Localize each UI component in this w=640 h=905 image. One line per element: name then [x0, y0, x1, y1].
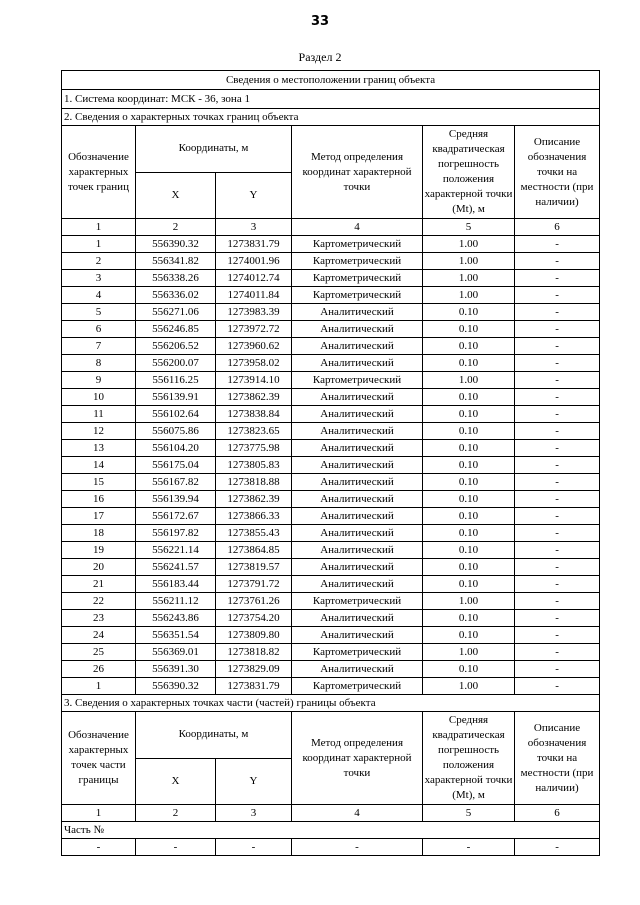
error: 0.10 [423, 355, 515, 372]
table-row [62, 270, 600, 287]
coord-x: 556243.86 [136, 610, 216, 627]
table-row [62, 253, 600, 270]
table-cell: - [292, 839, 423, 856]
description: - [515, 644, 600, 661]
description: - [515, 457, 600, 474]
s3-col-method: Метод определения координат характерной точки [292, 712, 423, 805]
coord-x: 556369.01 [136, 644, 216, 661]
error: 1.00 [423, 372, 515, 389]
coord-x: 556206.52 [136, 338, 216, 355]
table-row [62, 508, 600, 525]
coord-x: 556241.57 [136, 559, 216, 576]
s2-col-error: Средняя квадратическая погрешность положения характерной точки (Mt), м [423, 126, 515, 219]
page-number: 33 [310, 14, 330, 29]
method: Картометрический [292, 644, 423, 661]
point-id: 25 [62, 644, 136, 661]
s2-title-row [62, 109, 600, 126]
coord-y: 1274001.96 [216, 253, 292, 270]
coord-y: 1273862.39 [216, 491, 292, 508]
point-id: 23 [62, 610, 136, 627]
table-row [62, 661, 600, 678]
s3-header-row [62, 712, 600, 759]
error: 0.10 [423, 440, 515, 457]
coord-x: 556338.26 [136, 270, 216, 287]
coord-x: 556139.94 [136, 491, 216, 508]
coord-y: 1273761.26 [216, 593, 292, 610]
coord-y: 1273818.82 [216, 644, 292, 661]
error: 0.10 [423, 661, 515, 678]
point-id: 17 [62, 508, 136, 525]
coord-x: 556246.85 [136, 321, 216, 338]
point-id: 24 [62, 627, 136, 644]
error: 1.00 [423, 644, 515, 661]
description: - [515, 338, 600, 355]
description: - [515, 593, 600, 610]
s2-col-method: Метод определения координат характерной точки [292, 126, 423, 219]
method: Картометрический [292, 287, 423, 304]
table-cell: - [216, 839, 292, 856]
description: - [515, 372, 600, 389]
error: 1.00 [423, 287, 515, 304]
method: Аналитический [292, 338, 423, 355]
coord-y: 1273914.10 [216, 372, 292, 389]
method: Аналитический [292, 559, 423, 576]
table-row [62, 389, 600, 406]
s3-col-coords: Координаты, м [136, 712, 292, 759]
coord-x: 556351.54 [136, 627, 216, 644]
s3-part-row [62, 822, 600, 839]
error: 0.10 [423, 525, 515, 542]
table-cell: - [515, 839, 600, 856]
point-id: 5 [62, 304, 136, 321]
table-row [62, 457, 600, 474]
method: Аналитический [292, 525, 423, 542]
point-id: 19 [62, 542, 136, 559]
coord-y: 1274011.84 [216, 287, 292, 304]
s3-col-desc: Описание обозначения точки на местности (при наличии) [515, 712, 600, 805]
method: Аналитический [292, 491, 423, 508]
method: Аналитический [292, 474, 423, 491]
s3-col-x: X [136, 758, 216, 805]
description: - [515, 270, 600, 287]
method: Аналитический [292, 440, 423, 457]
coord-y: 1273775.98 [216, 440, 292, 457]
coord-system-row [62, 90, 600, 109]
coord-y: 1273805.83 [216, 457, 292, 474]
description: - [515, 440, 600, 457]
description: - [515, 661, 600, 678]
error: 1.00 [423, 236, 515, 253]
coord-y: 1273823.65 [216, 423, 292, 440]
coord-y: 1273972.72 [216, 321, 292, 338]
col-number: 2 [136, 219, 216, 236]
section-title: Раздел 2 [298, 50, 342, 64]
error: 0.10 [423, 423, 515, 440]
error: 0.10 [423, 406, 515, 423]
table-row [62, 440, 600, 457]
error: 0.10 [423, 338, 515, 355]
table-row [62, 423, 600, 440]
coord-y: 1273818.88 [216, 474, 292, 491]
col-number: 3 [216, 805, 292, 822]
coord-y: 1273960.62 [216, 338, 292, 355]
error: 1.00 [423, 253, 515, 270]
method: Картометрический [292, 372, 423, 389]
method: Картометрический [292, 236, 423, 253]
point-id: 26 [62, 661, 136, 678]
table-row [62, 287, 600, 304]
error: 0.10 [423, 627, 515, 644]
point-id: 9 [62, 372, 136, 389]
error: 0.10 [423, 542, 515, 559]
description: - [515, 627, 600, 644]
coord-x: 556391.30 [136, 661, 216, 678]
coord-y: 1273838.84 [216, 406, 292, 423]
point-id: 18 [62, 525, 136, 542]
point-id: 4 [62, 287, 136, 304]
error: 0.10 [423, 576, 515, 593]
table-title: Сведения о местоположении границ объекта [62, 71, 600, 90]
table-row [62, 525, 600, 542]
col-number: 5 [423, 219, 515, 236]
table-row [62, 474, 600, 491]
coord-x: 556075.86 [136, 423, 216, 440]
description: - [515, 253, 600, 270]
table-cell: - [136, 839, 216, 856]
description: - [515, 576, 600, 593]
method: Картометрический [292, 253, 423, 270]
col-number: 4 [292, 219, 423, 236]
col-number: 1 [62, 805, 136, 822]
description: - [515, 287, 600, 304]
coord-x: 556336.02 [136, 287, 216, 304]
description: - [515, 389, 600, 406]
coord-x: 556175.04 [136, 457, 216, 474]
error: 0.10 [423, 304, 515, 321]
coord-x: 556172.67 [136, 508, 216, 525]
method: Картометрический [292, 593, 423, 610]
point-id: 15 [62, 474, 136, 491]
point-id: 3 [62, 270, 136, 287]
error: 1.00 [423, 270, 515, 287]
description: - [515, 406, 600, 423]
point-id: 22 [62, 593, 136, 610]
point-id: 2 [62, 253, 136, 270]
error: 0.10 [423, 457, 515, 474]
method: Аналитический [292, 576, 423, 593]
table-row [62, 372, 600, 389]
description: - [515, 321, 600, 338]
s2-title: 2. Сведения о характерных точках границ объекта [62, 109, 600, 126]
table-row [62, 542, 600, 559]
method: Аналитический [292, 508, 423, 525]
s3-col-error: Средняя квадратическая погрешность положения характерной точки (Mt), м [423, 712, 515, 805]
col-number: 5 [423, 805, 515, 822]
method: Картометрический [292, 678, 423, 695]
col-number: 6 [515, 219, 600, 236]
table-row [62, 627, 600, 644]
table-row [62, 644, 600, 661]
coord-x: 556104.20 [136, 440, 216, 457]
table-row [62, 559, 600, 576]
point-id: 14 [62, 457, 136, 474]
error: 0.10 [423, 559, 515, 576]
coord-y: 1273855.43 [216, 525, 292, 542]
coord-x: 556341.82 [136, 253, 216, 270]
s2-col-coords: Координаты, м [136, 126, 292, 173]
coord-system: 1. Система координат: МСК - 36, зона 1 [62, 90, 600, 109]
coord-y: 1273831.79 [216, 236, 292, 253]
col-number: 4 [292, 805, 423, 822]
table-row [62, 338, 600, 355]
coord-y: 1273958.02 [216, 355, 292, 372]
col-number: 6 [515, 805, 600, 822]
point-id: 10 [62, 389, 136, 406]
s3-title: 3. Сведения о характерных точках части (частей) границы объекта [62, 695, 600, 712]
method: Аналитический [292, 406, 423, 423]
method: Аналитический [292, 542, 423, 559]
table-row [62, 321, 600, 338]
point-id: 12 [62, 423, 136, 440]
coord-y: 1274012.74 [216, 270, 292, 287]
s2-number-row [62, 219, 600, 236]
part-label: Часть № [62, 822, 600, 839]
coord-y: 1273791.72 [216, 576, 292, 593]
point-id: 8 [62, 355, 136, 372]
col-number: 3 [216, 219, 292, 236]
coord-x: 556102.64 [136, 406, 216, 423]
description: - [515, 355, 600, 372]
description: - [515, 474, 600, 491]
table-cell: - [62, 839, 136, 856]
method: Аналитический [292, 661, 423, 678]
boundary-table [61, 70, 600, 856]
table-row [62, 593, 600, 610]
description: - [515, 304, 600, 321]
method: Аналитический [292, 627, 423, 644]
coord-x: 556197.82 [136, 525, 216, 542]
coord-x: 556211.12 [136, 593, 216, 610]
coord-y: 1273864.85 [216, 542, 292, 559]
table-cell: - [423, 839, 515, 856]
method: Аналитический [292, 321, 423, 338]
method: Картометрический [292, 270, 423, 287]
description: - [515, 525, 600, 542]
description: - [515, 678, 600, 695]
table-row [62, 610, 600, 627]
point-id: 1 [62, 236, 136, 253]
point-id: 20 [62, 559, 136, 576]
method: Аналитический [292, 355, 423, 372]
description: - [515, 610, 600, 627]
coord-x: 556116.25 [136, 372, 216, 389]
s2-col-name: Обозначение характерных точек границ [62, 126, 136, 219]
table-row [62, 236, 600, 253]
coord-y: 1273809.80 [216, 627, 292, 644]
s3-col-y: Y [216, 758, 292, 805]
coord-y: 1273754.20 [216, 610, 292, 627]
coord-y: 1273829.09 [216, 661, 292, 678]
coord-y: 1273862.39 [216, 389, 292, 406]
s3-empty-row [62, 839, 600, 856]
s3-title-row [62, 695, 600, 712]
point-id: 6 [62, 321, 136, 338]
method: Аналитический [292, 423, 423, 440]
table-row [62, 355, 600, 372]
table-row [62, 678, 600, 695]
point-id: 11 [62, 406, 136, 423]
col-number: 2 [136, 805, 216, 822]
coord-y: 1273983.39 [216, 304, 292, 321]
table-row [62, 406, 600, 423]
s2-col-x: X [136, 172, 216, 219]
coord-y: 1273819.57 [216, 559, 292, 576]
coord-x: 556271.06 [136, 304, 216, 321]
point-id: 1 [62, 678, 136, 695]
coord-y: 1273831.79 [216, 678, 292, 695]
s2-col-y: Y [216, 172, 292, 219]
coord-x: 556390.32 [136, 236, 216, 253]
s2-header-row [62, 126, 600, 173]
description: - [515, 542, 600, 559]
error: 1.00 [423, 678, 515, 695]
coord-x: 556390.32 [136, 678, 216, 695]
point-id: 16 [62, 491, 136, 508]
error: 0.10 [423, 474, 515, 491]
s2-col-desc: Описание обозначения точки на местности (при наличии) [515, 126, 600, 219]
coord-y: 1273866.33 [216, 508, 292, 525]
table-row [62, 304, 600, 321]
method: Аналитический [292, 457, 423, 474]
error: 0.10 [423, 321, 515, 338]
point-id: 13 [62, 440, 136, 457]
point-id: 21 [62, 576, 136, 593]
table-row [62, 491, 600, 508]
s3-col-name: Обозначение характерных точек части границы [62, 712, 136, 805]
table-title-row [62, 71, 600, 90]
coord-x: 556183.44 [136, 576, 216, 593]
coord-x: 556139.91 [136, 389, 216, 406]
coord-x: 556221.14 [136, 542, 216, 559]
method: Аналитический [292, 389, 423, 406]
description: - [515, 491, 600, 508]
description: - [515, 559, 600, 576]
error: 1.00 [423, 593, 515, 610]
description: - [515, 423, 600, 440]
s3-number-row [62, 805, 600, 822]
error: 0.10 [423, 610, 515, 627]
point-id: 7 [62, 338, 136, 355]
coord-x: 556200.07 [136, 355, 216, 372]
method: Аналитический [292, 304, 423, 321]
description: - [515, 236, 600, 253]
error: 0.10 [423, 491, 515, 508]
table-row [62, 576, 600, 593]
error: 0.10 [423, 508, 515, 525]
error: 0.10 [423, 389, 515, 406]
coord-x: 556167.82 [136, 474, 216, 491]
description: - [515, 508, 600, 525]
col-number: 1 [62, 219, 136, 236]
method: Аналитический [292, 610, 423, 627]
